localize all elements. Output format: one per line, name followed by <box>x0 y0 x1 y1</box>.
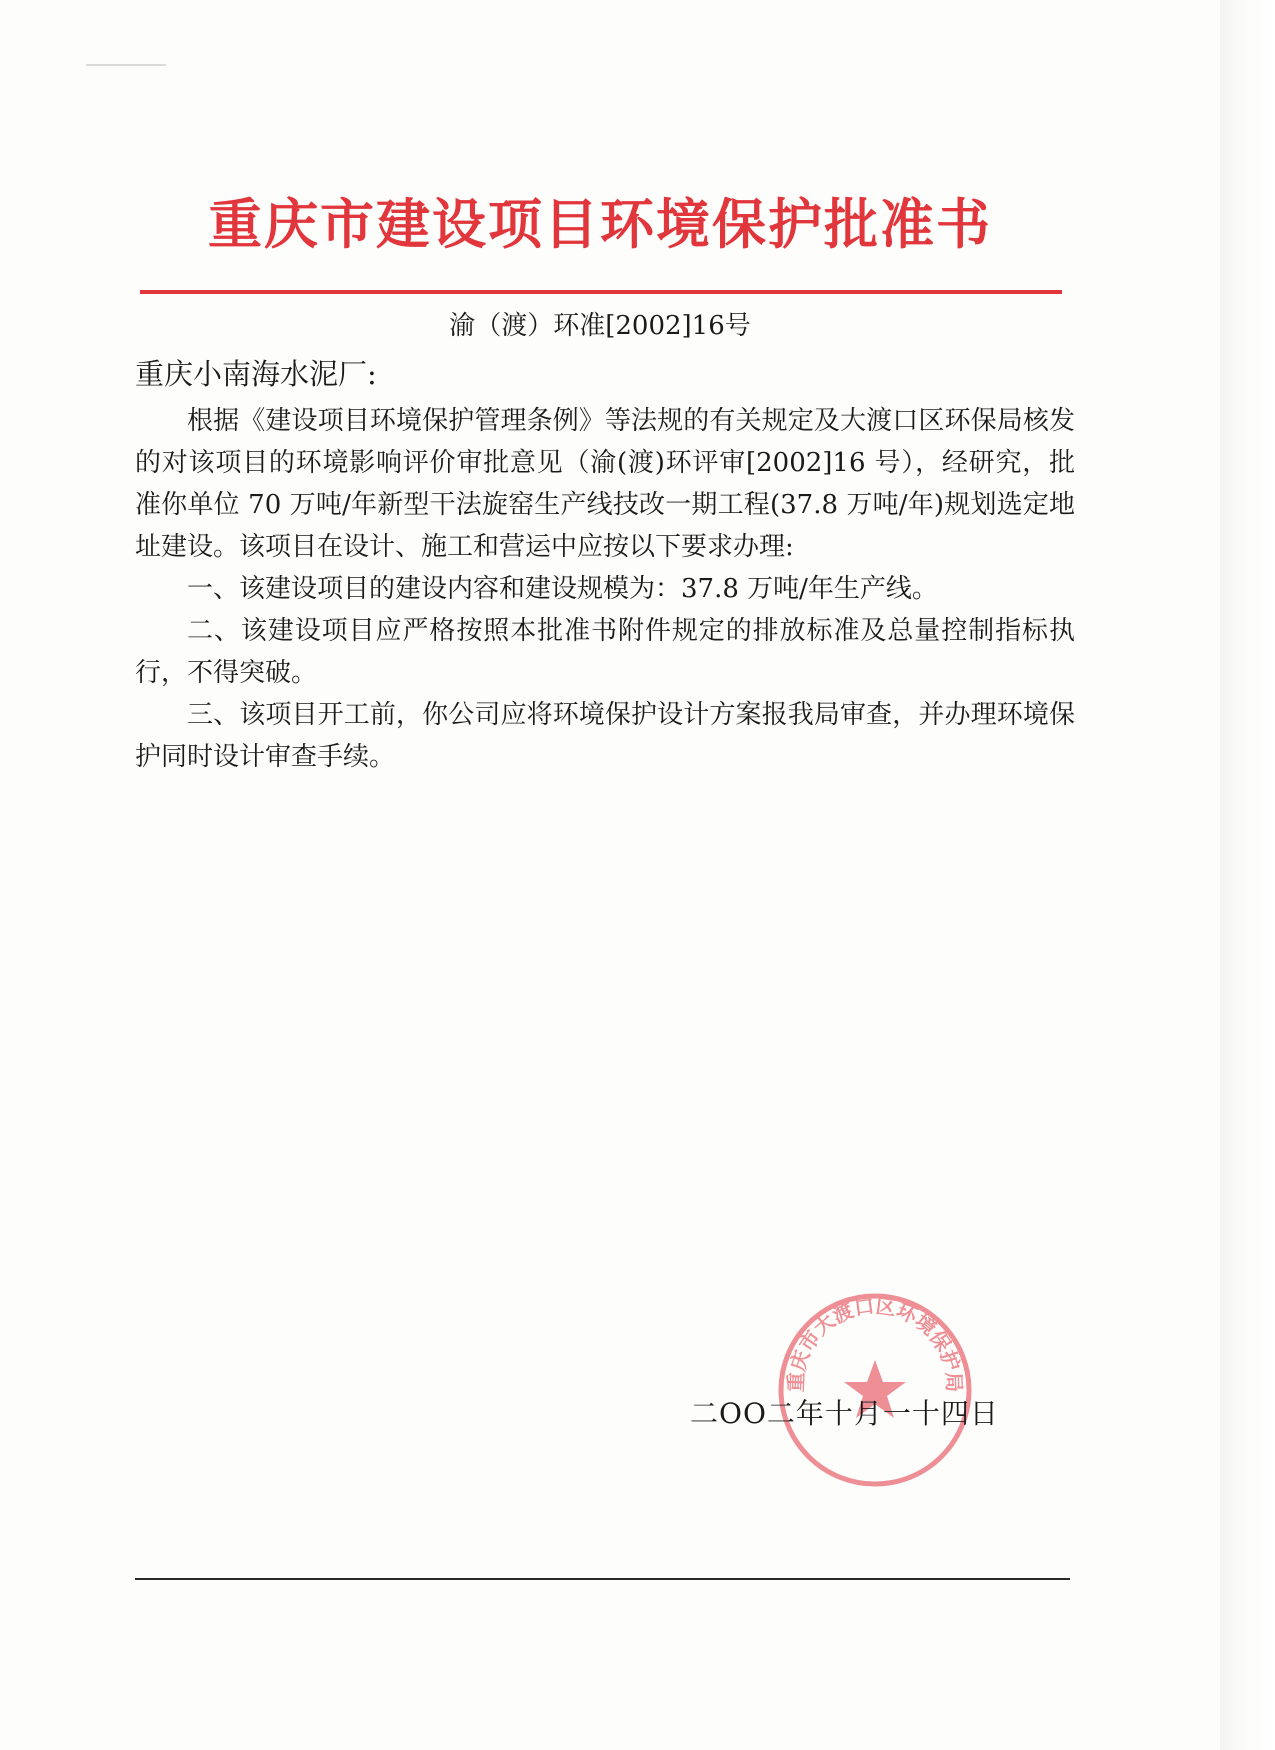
scan-edge-shadow <box>1220 0 1275 1750</box>
document-date: 二OO二年十月一十四日 <box>690 1397 999 1430</box>
paragraph-item-1: 一、该建设项目的建设内容和建设规模为：37.8 万吨/年生产线。 <box>187 574 938 604</box>
paragraph-intro: 根据《建设项目环境保护管理条例》等法规的有关规定及大渡口区环保局核发的对该项目的环境影响评价审批意见（渝(渡)环评审[2002]16 号），经研究，批准你单位 70 万吨/年新型干法旋窑生产线技改一期工程(37.8 万吨/年)规划选定地址建设。该项目在设计、施工和营运中应按以下要求办理: <box>135 406 1075 562</box>
document-title: 重庆市建设项目环境保护批准书 <box>208 193 992 256</box>
scan-mark <box>86 64 166 70</box>
recipient: 重庆小南海水泥厂: <box>135 357 377 391</box>
paragraph-item-3: 三、该项目开工前，你公司应将环境保护设计方案报我局审查，并办理环境保护同时设计审查手续。 <box>135 700 1075 772</box>
document-body <box>135 400 1075 778</box>
seal-text: 重庆市大渡口区环境保护局 <box>783 1293 967 1393</box>
bottom-rule <box>135 1578 1070 1580</box>
document-number: 渝（渡）环准[2002]16号 <box>449 311 751 341</box>
title-red-rule <box>140 290 1062 294</box>
paragraph-item-2: 二、该建设项目应严格按照本批准书附件规定的排放标准及总量控制指标执行，不得突破。 <box>135 616 1075 688</box>
official-seal-stamp <box>775 1290 975 1490</box>
